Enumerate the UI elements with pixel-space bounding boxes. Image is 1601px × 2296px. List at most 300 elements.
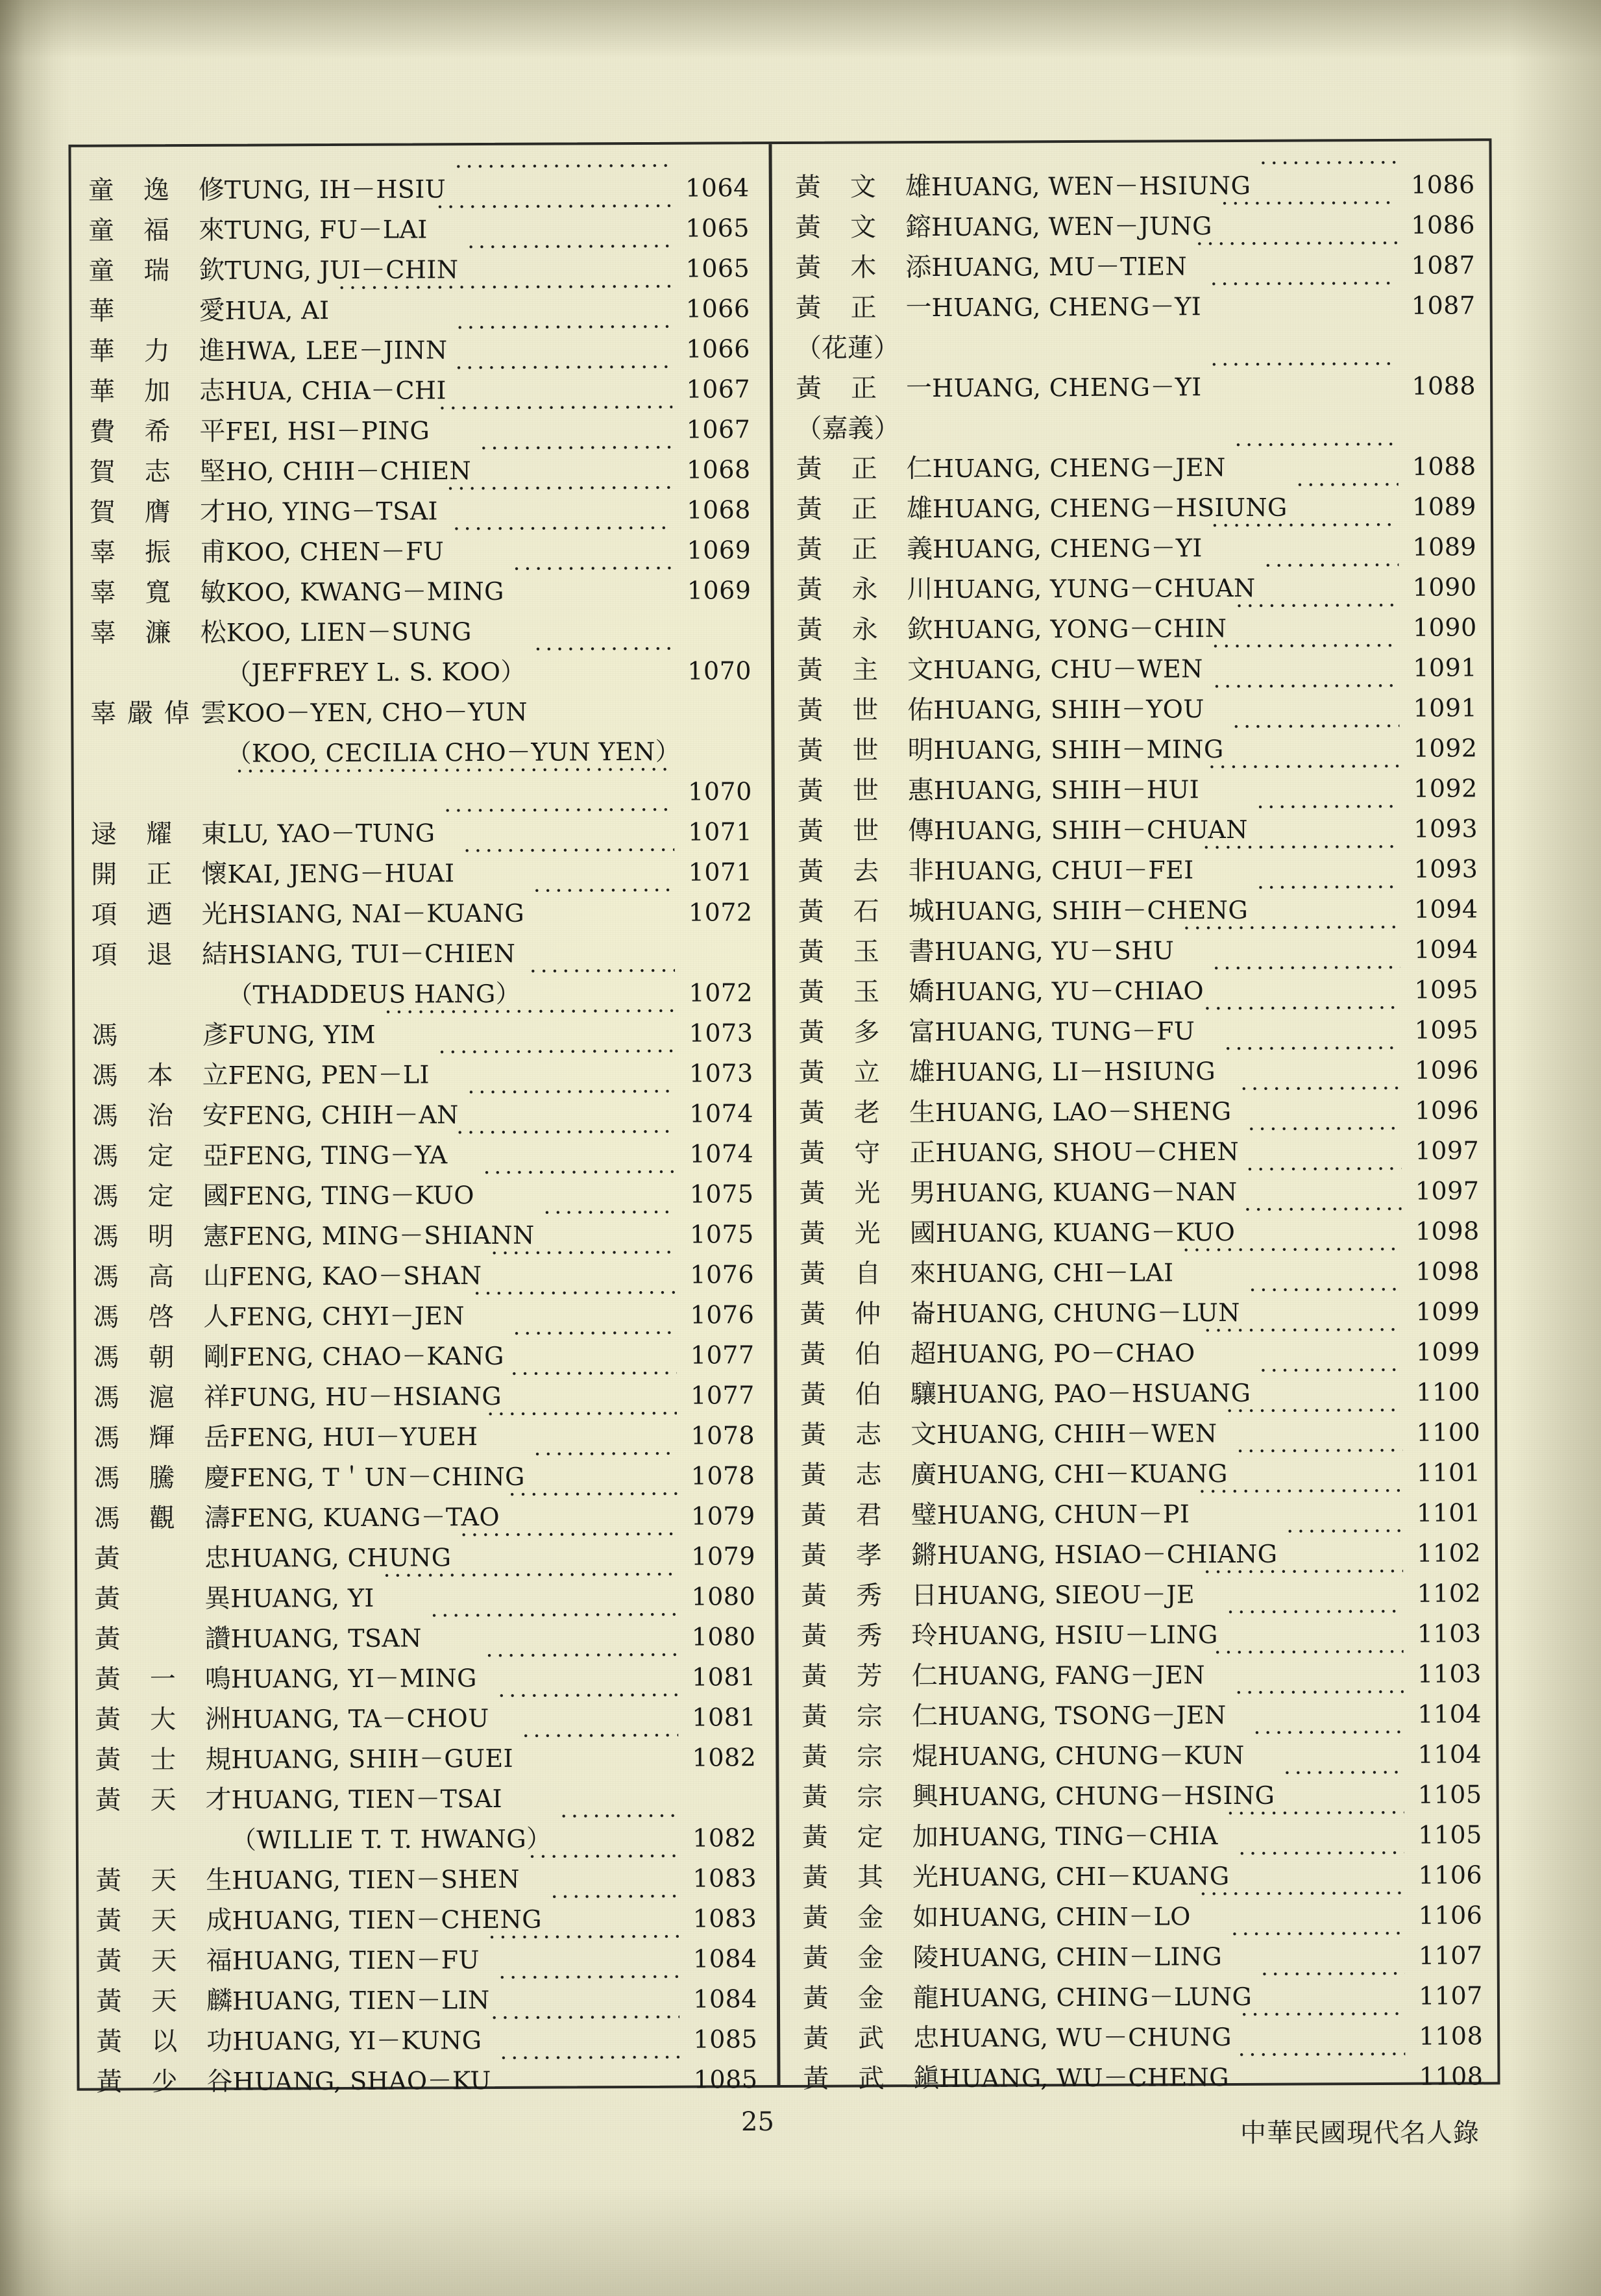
entry-romanized-name: HUANG, CHUN－PI: [936, 1500, 1190, 1529]
chinese-char: 一: [906, 373, 933, 404]
chinese-char: 黃: [797, 735, 824, 766]
dot-leader: [1208, 757, 1400, 798]
entry-romanized-name: HUANG, HSIU－LING: [937, 1620, 1218, 1650]
entry-page-number: 1096: [1415, 1096, 1480, 1125]
chinese-char: 輝: [149, 1423, 175, 1453]
chinese-char: 玉: [853, 977, 880, 1007]
chinese-char: 黃: [95, 1906, 122, 1936]
entry-chinese-name: [799, 1092, 935, 1133]
chinese-char: 黃: [95, 1866, 122, 1896]
dot-leader: [456, 358, 673, 399]
entry-page-number: 1070: [687, 656, 752, 685]
entry-romanized-name: HUANG, CHUNG－HSING: [938, 1781, 1275, 1811]
chinese-char: 逸: [143, 175, 169, 206]
entry-page-number: 1092: [1413, 734, 1478, 763]
chinese-char: 玉: [853, 937, 880, 967]
entry-page-number: 1097: [1415, 1136, 1480, 1165]
dot-leader: [453, 519, 673, 560]
chinese-char: 黃: [796, 454, 822, 484]
entry-romanized-name: HUANG, KUANG－NAN: [935, 1177, 1238, 1207]
chinese-char: 龍: [912, 1982, 940, 2014]
chinese-char: 黃: [94, 1624, 121, 1655]
dot-leader: [1235, 1683, 1404, 1723]
chinese-char: 逯: [91, 819, 117, 850]
chinese-char: 定: [147, 1141, 174, 1172]
entry-chinese-name: [801, 1736, 938, 1777]
chinese-char: 國: [202, 1181, 229, 1211]
entry-chinese-name: [95, 1699, 231, 1740]
index-entry: [92, 1001, 753, 1051]
chinese-char: 黃: [800, 1500, 827, 1531]
entry-chinese-name: [92, 935, 228, 976]
entry-chinese-name: [88, 291, 225, 332]
entry-page-number: 1073: [689, 1018, 753, 1048]
entry-page-number: 1087: [1411, 251, 1476, 280]
entry-page-number: 1067: [686, 375, 751, 404]
chinese-char: 寬: [145, 578, 171, 608]
entry-page-number: 1091: [1413, 693, 1478, 722]
chinese-char: 福: [143, 216, 170, 246]
entry-chinese-name: [92, 1176, 228, 1217]
chinese-char: 敏: [200, 577, 226, 608]
dot-leader: [456, 317, 672, 358]
chinese-char: 宗: [857, 1742, 883, 1772]
entry-romanized-name: TUNG, IH－HSIU: [224, 175, 446, 204]
entry-page-number: 1077: [691, 1381, 755, 1410]
chinese-char: 伯: [855, 1379, 881, 1410]
entry-chinese-name: [797, 690, 933, 731]
chinese-char: 仁: [911, 1660, 938, 1692]
entry-romanized-name: FENG, KUANG－TAO: [230, 1502, 500, 1533]
dot-leader: [467, 237, 672, 278]
entry-romanized-name: HUA, CHIA－CHI: [225, 376, 446, 406]
chinese-char: 黃: [797, 695, 824, 726]
chinese-char: 鎭: [913, 2063, 940, 2094]
chinese-char: 黃: [800, 1540, 827, 1571]
dot-leader: [537, 680, 674, 721]
entry-page-number: 1098: [1415, 1257, 1480, 1286]
chinese-char: 志: [855, 1420, 882, 1450]
dot-leader: [474, 1283, 677, 1324]
chinese-char: 雲: [201, 698, 227, 728]
chinese-char: 黃: [799, 1178, 825, 1209]
entry-chinese-name: [800, 1294, 936, 1335]
chinese-char: 正: [851, 494, 878, 525]
entry-romanized-name: KAI, JENG－HUAI: [227, 859, 455, 889]
chinese-char: 黃: [794, 172, 821, 203]
entry-romanized-name: HUANG, PO－CHAO: [936, 1339, 1195, 1368]
dot-leader: [1257, 797, 1400, 838]
entry-page-number: 1094: [1414, 935, 1478, 964]
entry-romanized-name: FENG, TING－YA: [228, 1141, 448, 1170]
chinese-char: 雄: [905, 171, 931, 203]
entry-page-number: 1083: [692, 1904, 757, 1933]
chinese-char: 花: [821, 333, 848, 364]
chinese-char: 驤: [910, 1379, 936, 1410]
dot-leader: [1213, 958, 1400, 999]
entry-romanized-name: HUANG, WU－CHENG: [939, 2063, 1230, 2093]
chinese-char: 岳: [204, 1422, 230, 1453]
entry-romanized-name: HUANG, YU－CHIAO: [935, 976, 1204, 1006]
chinese-char: 騰: [149, 1463, 175, 1494]
entry-page-number: 1078: [691, 1461, 755, 1490]
chinese-char: 陵: [912, 1942, 939, 1973]
dot-leader: [1199, 1481, 1403, 1522]
entry-chinese-name: [798, 972, 935, 1013]
chinese-char: 正: [851, 534, 878, 565]
entry-romanized-name: HUANG, HSIAO－CHIANG: [936, 1539, 1278, 1570]
chinese-char: 成: [206, 1905, 232, 1936]
dot-leader: [1231, 1924, 1405, 1965]
top-shadow: [0, 0, 1601, 58]
dot-leader: [1238, 2045, 1406, 2086]
dot-leader: [468, 1082, 676, 1123]
entry-page-number: 1088: [1412, 371, 1476, 401]
index-column-left: [68, 142, 774, 2097]
chinese-char: 剛: [203, 1342, 230, 1372]
entry-chinese-name: [90, 613, 226, 654]
entry-romanized-name: HUANG, FANG－JEN: [937, 1660, 1206, 1690]
dot-leader: [1234, 435, 1398, 476]
chinese-char: 黃: [95, 1986, 123, 2017]
entry-romanized-name: HUANG, CHENG－YI: [932, 373, 1202, 402]
chinese-char: 黃: [93, 1544, 121, 1574]
entry-chinese-name: [93, 1216, 229, 1257]
entry-chinese-name: [798, 932, 935, 972]
dot-leader: [486, 1646, 678, 1686]
chinese-char: 定: [147, 1181, 174, 1212]
entry-page-number: 1098: [1415, 1216, 1480, 1246]
entry-page-number: 1082: [692, 1823, 757, 1853]
chinese-char: 宗: [857, 1782, 883, 1812]
dot-leader: [1226, 1401, 1402, 1442]
chinese-char: 玲: [911, 1620, 938, 1651]
chinese-char: 書: [908, 936, 935, 967]
dot-leader: [511, 1364, 677, 1405]
chinese-char: 光: [912, 1862, 939, 1893]
entry-romanized-name: FENG, MING－SHIANN: [228, 1220, 535, 1251]
chinese-char: 洲: [204, 1704, 232, 1734]
dot-leader: [1284, 1763, 1404, 1804]
chinese-char: 天: [151, 1986, 178, 2017]
chinese-char: 黃: [796, 574, 823, 605]
entry-romanized-name: FENG, CHAO－KANG: [229, 1341, 504, 1372]
chinese-char: 定: [857, 1822, 883, 1853]
chinese-char: 仁: [911, 1701, 938, 1732]
entry-chinese-name: [90, 532, 226, 573]
chinese-char: 木: [850, 253, 877, 283]
dot-leader: [535, 639, 674, 680]
entry-chinese-name: [93, 1337, 229, 1378]
entry-romanized-name: HUANG, YUNG－CHUAN: [933, 573, 1256, 604]
entry-page-number: 1083: [692, 1864, 757, 1893]
chinese-char: 童: [88, 216, 115, 246]
entry-chinese-name: [801, 1616, 937, 1657]
chinese-char: 懷: [201, 859, 228, 889]
entry-page-number: 1090: [1412, 613, 1477, 642]
chinese-char: 石: [853, 896, 879, 927]
chinese-char: 黃: [799, 1218, 825, 1249]
entry-romanized-name: HUANG, CHIH－WEN: [936, 1419, 1217, 1449]
chinese-char: 高: [147, 1262, 175, 1292]
entry-romanized-name: HUANG, WEN－JUNG: [931, 212, 1212, 241]
dot-leader: [1260, 153, 1397, 194]
chinese-char: 光: [854, 1178, 881, 1209]
entry-romanized-name: HUANG, CHING－LUNG: [938, 1982, 1253, 2012]
chinese-char: 賀: [89, 497, 116, 528]
entry-romanized-name: （JEFFREY L. S. KOO）: [226, 657, 526, 687]
entry-romanized-name: HUANG, CHENG－YI: [931, 292, 1202, 322]
dot-leader: [1210, 274, 1398, 315]
entry-chinese-name: [96, 1981, 232, 2022]
chinese-char: 黃: [798, 1017, 825, 1048]
chinese-char: 忠: [913, 2023, 940, 2054]
dot-leader: [1212, 636, 1400, 677]
chinese-char: 黃: [798, 937, 825, 967]
chinese-char: 佑: [907, 695, 934, 726]
chinese-char: 馮: [93, 1463, 120, 1494]
dot-leader: [439, 1042, 676, 1083]
dot-leader: [491, 2008, 679, 2049]
dot-leader: [456, 1122, 676, 1163]
dot-leader: [1204, 1562, 1403, 1603]
entry-page-number: 1064: [685, 173, 750, 203]
dot-leader: [530, 961, 675, 1002]
entry-page-number: 1075: [689, 1179, 754, 1209]
entry-page-number: 1080: [691, 1582, 756, 1611]
entry-romanized-name: HUANG, CHENG－YI: [933, 534, 1203, 563]
entry-page-number: 1107: [1418, 1941, 1483, 1970]
entry-romanized-name: HUANG, TA－CHOU: [230, 1703, 489, 1734]
entry-chinese-name: [88, 210, 225, 251]
entry-page-number: 1091: [1413, 653, 1478, 682]
chinese-char: 生: [206, 1865, 232, 1895]
chinese-char: 福: [206, 1945, 232, 1976]
chinese-char: 華: [89, 376, 116, 407]
entry-romanized-name: HUANG, CHUNG: [230, 1543, 452, 1573]
index-entry: [794, 153, 1475, 203]
entry-romanized-name: TUNG, JUI－CHIN: [225, 255, 459, 285]
chinese-char: 平: [199, 416, 226, 447]
dot-leader: [463, 841, 674, 882]
entry-romanized-name: HUANG, TIEN－CHENG: [232, 1905, 543, 1935]
folio-page-number: 25: [741, 2107, 774, 2137]
chinese-char: 黃: [795, 253, 822, 283]
chinese-char: 明: [907, 735, 934, 766]
entry-page-number: 1078: [691, 1421, 755, 1450]
entry-page-number: 1069: [687, 536, 752, 565]
dot-leader: [431, 1605, 678, 1647]
chinese-char: 亞: [202, 1141, 229, 1171]
entry-romanized-name: HUANG, SHIH－HUI: [933, 775, 1200, 805]
chinese-char: 武: [858, 2023, 885, 2054]
dot-leader: [513, 1324, 677, 1364]
entry-page-number: 1086: [1410, 170, 1475, 199]
entry-page-number: 1102: [1417, 1579, 1482, 1608]
chinese-char: 志: [855, 1460, 882, 1490]
entry-romanized-name: HUANG, PAO－HSUANG: [936, 1378, 1251, 1409]
chinese-char: 黃: [798, 1098, 825, 1128]
entry-romanized-name: HUANG, CHUNG－LUN: [936, 1298, 1240, 1328]
dot-leader: [1227, 1803, 1404, 1844]
entry-page-number: 1105: [1418, 1820, 1482, 1849]
chinese-char: 黃: [798, 977, 825, 1007]
entry-romanized-name: HUANG, WEN－HSIUNG: [931, 171, 1251, 201]
chinese-char: 富: [909, 1017, 935, 1048]
entry-page-number: 1068: [687, 495, 752, 525]
entry-romanized-name: （WILLIE T. T. HWANG）: [231, 1824, 552, 1855]
entry-chinese-name: [92, 1055, 228, 1096]
entry-romanized-name: HUANG, SHIH－MING: [933, 735, 1224, 765]
chinese-char: 黃: [801, 1581, 827, 1611]
entry-chinese-name: [93, 1257, 229, 1298]
chinese-char: 正: [146, 859, 173, 890]
dot-leader: [1260, 1361, 1402, 1401]
chinese-char: 馮: [92, 1020, 118, 1051]
entry-romanized-name: FUNG, HU－HSIANG: [229, 1381, 502, 1412]
chinese-char: 人: [203, 1302, 230, 1332]
entry-chinese-name: [90, 492, 226, 533]
chinese-char: 光: [854, 1218, 881, 1249]
entry-romanized-name: （KOO, CECILIA CHO－YUN YEN）: [226, 737, 681, 768]
chinese-char: 黃: [799, 1259, 826, 1289]
chinese-char: 黃: [95, 1745, 121, 1775]
chinese-char: 仲: [855, 1299, 881, 1329]
entry-chinese-name: [795, 167, 931, 208]
entry-page-number: 1090: [1412, 573, 1477, 602]
dot-leader: [1238, 1844, 1404, 1884]
entry-chinese-name: [796, 529, 933, 570]
entry-romanized-name: HUANG, CHI－KUANG: [938, 1862, 1230, 1892]
entry-chinese-name: [94, 1538, 230, 1579]
dot-leader: [524, 921, 675, 962]
entry-chinese-name: [797, 730, 933, 771]
chinese-char: 文: [910, 1419, 937, 1450]
chinese-char: 才: [199, 497, 226, 527]
entry-chinese-name: [803, 1978, 939, 2019]
dot-leader: [1257, 878, 1400, 919]
chinese-char: 自: [854, 1259, 881, 1289]
entry-chinese-name: [90, 452, 226, 493]
chinese-char: 明: [147, 1222, 174, 1252]
chinese-char: 黃: [799, 1138, 825, 1168]
chinese-char: 天: [151, 1906, 177, 1936]
chinese-char: 規: [205, 1744, 232, 1775]
chinese-char: 希: [144, 417, 171, 447]
entry-chinese-name: [797, 650, 933, 691]
entry-chinese-name: [801, 1656, 938, 1697]
entry-page-number: 1079: [691, 1501, 755, 1531]
entry-page-number: 1088: [1412, 452, 1476, 481]
entry-romanized-name: HUANG, TSAN: [230, 1623, 422, 1653]
dot-leader: [522, 1726, 679, 1767]
chinese-char: 來: [909, 1258, 936, 1289]
entry-chinese-name: [94, 1619, 230, 1660]
entry-chinese-name: [800, 1414, 936, 1455]
right-edge-shadow: [1510, 0, 1601, 2296]
chinese-char: 欽: [199, 255, 225, 286]
chinese-char: 費: [89, 417, 116, 447]
chinese-char: 璧: [910, 1500, 937, 1531]
chinese-char: 君: [855, 1500, 882, 1531]
chinese-char: 世: [852, 776, 879, 806]
entry-romanized-name: HO, YING－TSAI: [225, 497, 439, 526]
chinese-char: 童: [88, 256, 115, 286]
chinese-char: 黃: [95, 1946, 122, 1977]
entry-chinese-name: [799, 1173, 935, 1214]
chinese-char: 金: [857, 1903, 884, 1933]
chinese-char: 麟: [206, 1986, 233, 2016]
chinese-char: 馮: [93, 1383, 119, 1413]
dot-leader: [1286, 1522, 1403, 1562]
chinese-char: 正: [851, 454, 877, 484]
entry-chinese-name: [89, 371, 225, 412]
dot-leader: [1211, 515, 1399, 556]
entry-page-number: 1066: [686, 334, 750, 364]
chinese-char: 黃: [801, 1701, 828, 1732]
chinese-char: 治: [147, 1101, 174, 1131]
index-entry: [91, 759, 752, 806]
dot-leader: [439, 398, 672, 439]
entry-chinese-name: [796, 569, 933, 610]
chinese-char: [149, 1579, 175, 1619]
chinese-char: 馮: [93, 1342, 119, 1373]
dot-leader: [529, 1847, 679, 1888]
chinese-char: 焜: [912, 1741, 938, 1772]
dot-leader: [1261, 1964, 1405, 2005]
chinese-char: 鳴: [204, 1664, 231, 1694]
chinese-char: 超: [910, 1339, 936, 1370]
entry-chinese-name: [796, 489, 933, 530]
entry-chinese-name: [795, 288, 931, 328]
chinese-char: 永: [851, 615, 878, 645]
chinese-char: 興: [912, 1781, 938, 1812]
entry-page-number: 1065: [685, 214, 750, 243]
chinese-char: 濤: [204, 1503, 230, 1533]
chinese-char: 退: [146, 940, 173, 970]
entry-romanized-name: FENG, HUI－YUEH: [230, 1422, 478, 1452]
chinese-char: 世: [852, 816, 879, 846]
chinese-char: 加: [912, 1821, 938, 1853]
dot-leader: [437, 197, 672, 238]
dot-leader: [1221, 193, 1398, 234]
chinese-char: 瑞: [143, 256, 170, 286]
entry-page-number: 1085: [693, 2065, 758, 2094]
chinese-char: 耀: [146, 819, 173, 850]
entry-chinese-name: [88, 251, 225, 291]
entry-chinese-name: [93, 1377, 230, 1418]
entry-chinese-name: [89, 331, 225, 372]
chinese-char: 義: [907, 534, 933, 565]
dot-leader: [1210, 354, 1398, 395]
chinese-char: 義: [848, 414, 874, 444]
chinese-char: 異: [204, 1583, 231, 1614]
entry-romanized-name: FENG, PEN－LI: [228, 1060, 430, 1090]
chinese-char: 力: [143, 336, 170, 367]
chinese-char: 賀: [89, 457, 116, 488]
chinese-char: 黃: [801, 1742, 828, 1772]
chinese-char: 天: [151, 1946, 177, 1977]
entry-romanized-name: HUANG, CHIN－LO: [938, 1902, 1191, 1932]
chinese-char: 黃: [796, 615, 823, 645]
dot-leader: [1225, 1039, 1401, 1080]
entry-page-number: 1071: [688, 858, 753, 887]
chinese-char: 項: [91, 940, 118, 970]
chinese-char: 黃: [797, 776, 824, 806]
entry-romanized-name: HUANG, SHIH－CHENG: [934, 895, 1249, 926]
entry-romanized-name: HUANG, WU－CHUNG: [939, 2023, 1232, 2053]
chinese-char: 傳: [907, 815, 935, 846]
